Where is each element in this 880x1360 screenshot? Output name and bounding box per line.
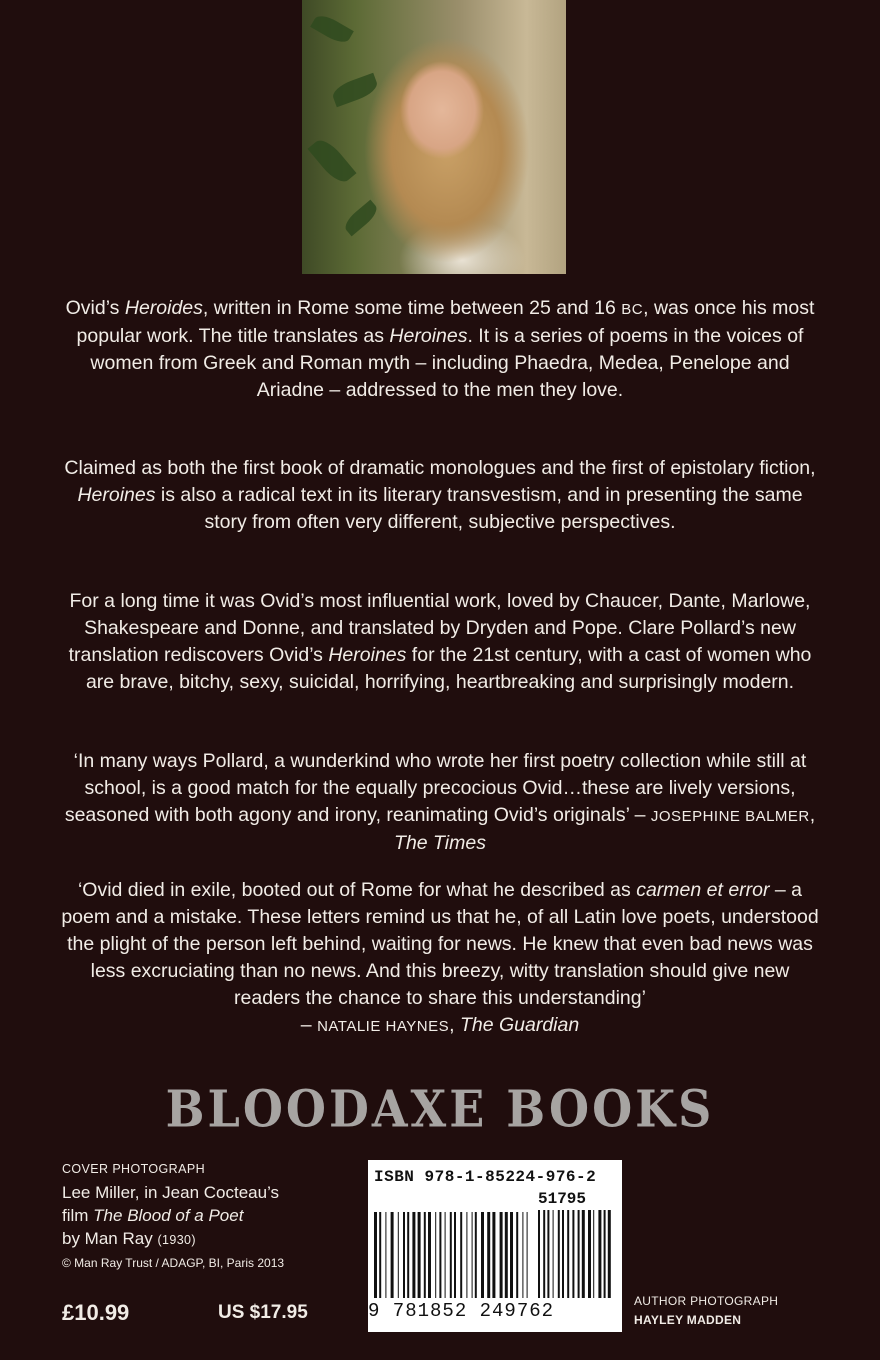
- text-run: ‘Ovid died in exile, booted out of Rome for what he described as: [77, 879, 637, 901]
- barcode-bar: [578, 1210, 580, 1298]
- cover-photo-credit: [62, 1158, 342, 1275]
- text-run: Heroides: [124, 297, 203, 319]
- blurb-paragraph-3: [60, 588, 820, 696]
- text-run: . It is a series of poems in the voices of women from Greek and Roman myth – including Phaedra, Medea, Penelope and Ariadne – addressed to the men they love.: [90, 325, 804, 401]
- barcode-bar: [385, 1212, 386, 1298]
- barcode-bar: [407, 1212, 409, 1298]
- text-run: JOSEPHINE BALMER: [650, 808, 810, 825]
- leaf-shape: [341, 200, 380, 237]
- blurb-paragraph-2: [60, 455, 820, 536]
- barcode-bar: [428, 1212, 431, 1298]
- barcode-bar: [492, 1212, 495, 1298]
- barcode-bar: [558, 1210, 560, 1298]
- barcode-bar: [418, 1212, 421, 1298]
- barcode-bar: [567, 1210, 569, 1298]
- barcode-bar: [460, 1212, 462, 1298]
- cover-credit-copyright: © Man Ray Trust / ADAGP, BI, Paris 2013: [62, 1256, 285, 1270]
- barcode-bar: [445, 1212, 446, 1298]
- price-uk: £10.99: [62, 1300, 130, 1325]
- barcode-bar: [424, 1212, 426, 1298]
- leaf-shape: [330, 73, 380, 108]
- leaf-shape: [308, 135, 357, 187]
- author-photo: [302, 0, 566, 274]
- barcode-bar: [472, 1212, 473, 1298]
- barcode-bar: [454, 1212, 456, 1298]
- cover-credit-line1: Lee Miller, in Jean Cocteau’s: [62, 1183, 280, 1202]
- barcode-bar: [379, 1212, 381, 1298]
- cover-credit-line2: film The Blood of a Poet: [62, 1206, 244, 1225]
- blurb-paragraph-1: [60, 295, 820, 404]
- barcode-bar: [475, 1212, 477, 1298]
- addon-barcode-bars: [538, 1210, 614, 1298]
- barcode-bar: [604, 1210, 606, 1298]
- text-run: For a long time it was Ovid’s most influential work, loved by Chaucer, Dante, Marlowe, Shakespeare and Donne, and translated by Dryden and Pope. Clare Pollard’s new translation rediscovers Ovid’s: [68, 590, 811, 666]
- author-credit-heading: AUTHOR PHOTOGRAPH: [634, 1294, 779, 1308]
- barcode-bar: [466, 1212, 467, 1298]
- text-run: , written in Rome some time between 25 and 16: [202, 297, 622, 319]
- cover-credit-line3: by Man Ray (1930): [62, 1229, 196, 1248]
- barcode-bar: [391, 1212, 394, 1298]
- isbn-text: ISBN 978-1-85224-976-2: [374, 1168, 597, 1186]
- text-run: BC: [621, 301, 644, 318]
- text-run: Heroines: [77, 484, 156, 506]
- text-run: – a poem and a mistake. These letters remind us that he, of all Latin love poets, understood the plight of the person left behind, waiting for news. He knew that even bad news was less excruciating than no news. And this breezy, witty translation should give new readers the chance to share this understanding’: [61, 879, 819, 1009]
- barcode-bar: [398, 1212, 399, 1298]
- text-run: ,: [809, 804, 816, 826]
- barcode-bar: [500, 1212, 503, 1298]
- author-credit-name: HAYLEY MADDEN: [634, 1313, 742, 1327]
- barcode-bar: [582, 1210, 585, 1298]
- barcode-bar: [516, 1212, 518, 1298]
- barcode-bar: [522, 1212, 523, 1298]
- barcode-bar: [562, 1210, 564, 1298]
- cover-credit-heading: COVER PHOTOGRAPH: [62, 1162, 205, 1176]
- quote-balmer: [60, 748, 820, 857]
- barcode-bar: [547, 1210, 549, 1298]
- barcode-bar: [412, 1212, 415, 1298]
- barcode-bar: [450, 1212, 452, 1298]
- barcode-bar: [527, 1212, 528, 1298]
- text-run: NATALIE HAYNES: [317, 1018, 450, 1035]
- barcode-bar: [374, 1212, 377, 1298]
- text-run: The Guardian: [459, 1014, 580, 1036]
- text-run: , was once his most popular work. The title translates as: [76, 297, 815, 347]
- barcode-bar: [487, 1212, 490, 1298]
- text-run: ‘In many ways Pollard, a wunderkind who wrote her first poetry collection while still at school, is a good match for the equally precocious Ovid…these are lively versions, seasoned with both agony and irony, reanimating Ovid’s originals’ –: [64, 750, 807, 826]
- barcode-bar: [439, 1212, 441, 1298]
- leaf-shape: [310, 11, 354, 47]
- barcode-bar: [505, 1212, 508, 1298]
- isbn-barcode: [368, 1160, 622, 1332]
- barcode-bar: [481, 1212, 484, 1298]
- text-run: Ovid’s: [65, 297, 125, 319]
- text-run: –: [300, 1014, 318, 1036]
- text-run: Claimed as both the first book of dramatic monologues and the first of epistolary fiction,: [64, 457, 816, 479]
- barcode-bar: [593, 1210, 594, 1298]
- barcode-bar: [403, 1212, 405, 1298]
- addon-code: 51795: [538, 1190, 587, 1208]
- text-run: Heroines: [328, 644, 407, 666]
- text-run: Heroines: [389, 325, 468, 347]
- text-run: The Times: [394, 832, 486, 854]
- text-run: for the 21st century, with a cast of women who are brave, bitchy, sexy, suicidal, horrifying, heartbreaking and surprisingly modern.: [85, 644, 812, 693]
- barcode-bar: [608, 1210, 611, 1298]
- barcode-bar: [572, 1210, 574, 1298]
- barcode-number: 9 781852 249762: [368, 1300, 555, 1322]
- text-run: is also a radical text in its literary transvestism, and in presenting the same story from often very different, subjective perspectives.: [155, 484, 803, 533]
- barcode-bar: [553, 1210, 554, 1298]
- publisher-logo: BLOODAXE BOOKS: [165, 1079, 715, 1139]
- barcode-bar: [588, 1210, 591, 1298]
- barcode-bar: [538, 1210, 540, 1298]
- text-run: ,: [449, 1014, 460, 1036]
- price-us: US $17.95: [218, 1302, 308, 1323]
- author-photo-credit: [634, 1292, 778, 1330]
- barcode-bar: [598, 1210, 601, 1298]
- barcode-bar: [435, 1212, 436, 1298]
- barcode-bar: [510, 1212, 513, 1298]
- barcode-bars: [374, 1212, 534, 1298]
- quote-haynes: [60, 877, 820, 1040]
- barcode-bar: [543, 1210, 545, 1298]
- text-run: carmen et error: [636, 879, 770, 901]
